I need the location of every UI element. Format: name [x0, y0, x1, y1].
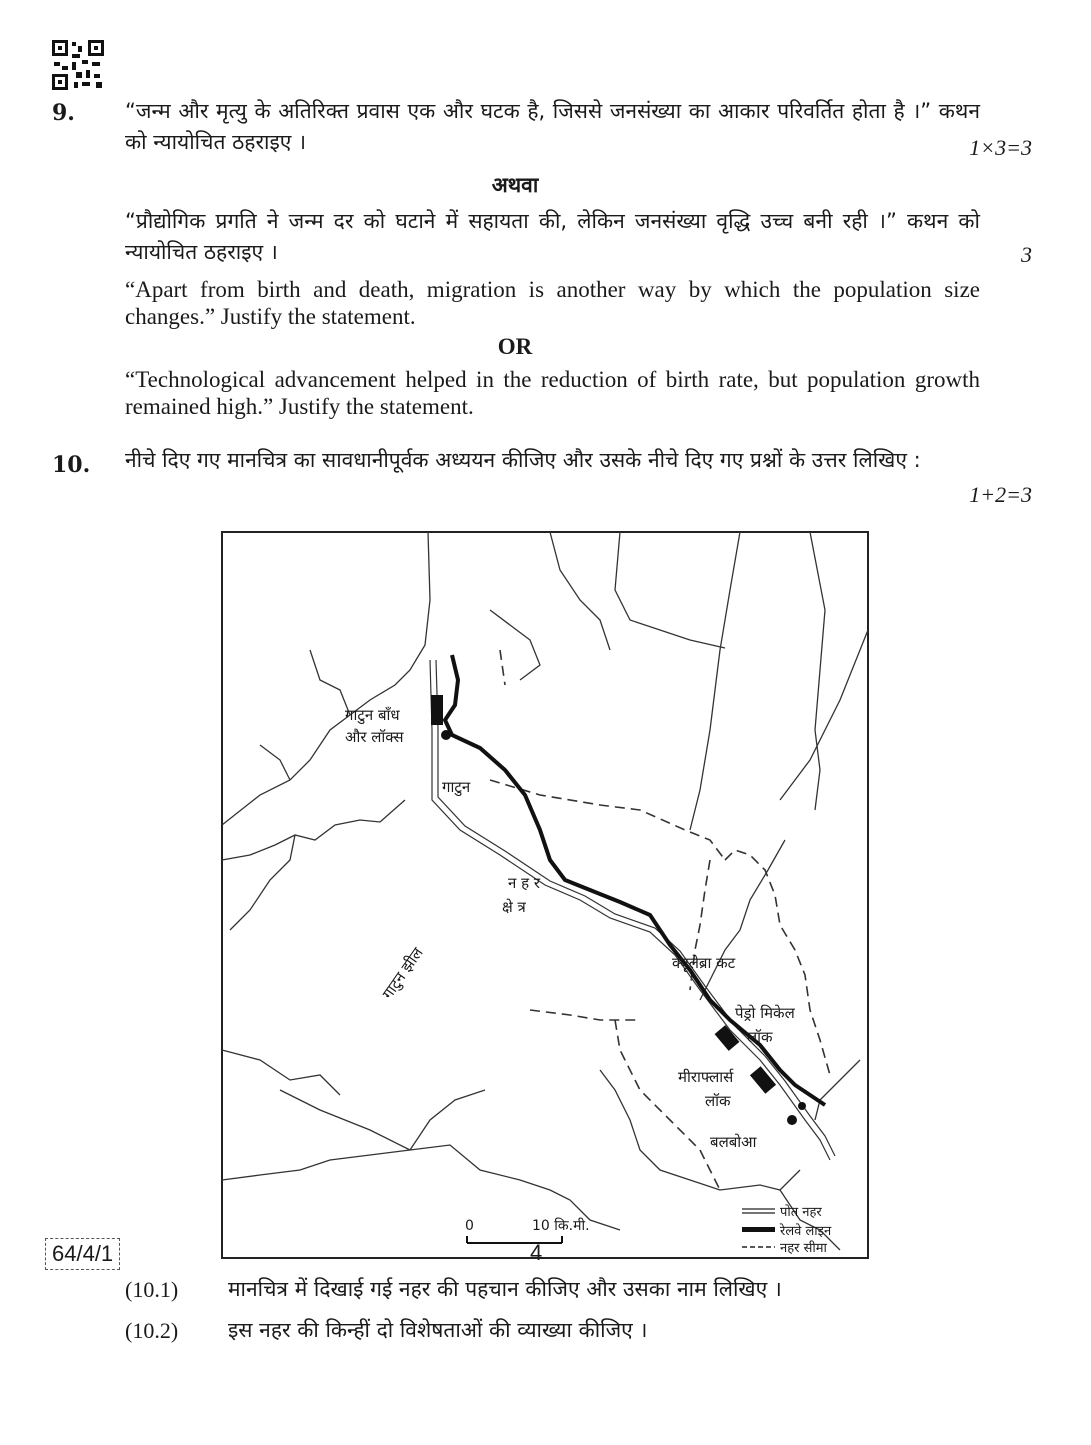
question-9-english-alternative: “Technological advancement helped in the reduction of birth rate, but population growth remained high.” Justify the statement.: [125, 367, 980, 419]
legend-ship-canal: पोत नहर: [780, 1205, 822, 1220]
subquestion-10-2-number: (10.2): [125, 1318, 179, 1343]
question-9-hindi-text: “जन्म और मृत्यु के अतिरिक्त प्रवास एक और घटक है, जिससे जनसंख्या का आकार परिवर्तित होता है ।” कथन को न्यायोचित ठहराइए ।: [125, 99, 980, 154]
page-number: 4: [530, 1240, 543, 1265]
map-label-locks: और लॉक्स: [345, 728, 404, 746]
legend-railway-line: रेलवे लाइन: [780, 1224, 832, 1239]
paper-code: 64/4/1: [45, 1238, 120, 1270]
map-label-miraflores: मीराफ्लार्स: [678, 1068, 734, 1086]
question-10-marks: 1+2=3: [969, 482, 1032, 507]
map-label-pedro-lock: लॉक: [747, 1028, 773, 1046]
map-label-gatun-lake: गाटुन झील: [378, 944, 427, 1003]
map-label-culebra-cut: क्यूलेब्रा कट: [672, 954, 736, 972]
map-label-canal: न ह र: [508, 874, 540, 892]
legend-canal-boundary: नहर सीमा: [780, 1241, 827, 1256]
qr-code: [52, 40, 104, 90]
question-9-hindi-alternative: “प्रौद्योगिक प्रगति ने जन्म दर को घटाने में सहायता की, लेकिन जनसंख्या वृद्धि उच्च बनी रही ।” कथन को न्यायोचित ठहराइए ।: [125, 209, 980, 264]
map-label-zone: क्षे त्र: [502, 898, 526, 916]
panama-canal-map: [220, 530, 870, 1260]
map-label-balboa: बलबोआ: [710, 1133, 757, 1151]
question-9-english-or: OR: [497, 334, 533, 359]
question-9-marks: 1×3=3: [969, 135, 1032, 160]
question-10-number: 10.: [52, 452, 91, 478]
scale-ten-km: 10 कि.मी.: [532, 1218, 590, 1234]
scale-zero: 0: [465, 1218, 474, 1234]
subquestion-10-2-text: इस नहर की किन्हीं दो विशेषताओं की व्याख्या कीजिए ।: [228, 1318, 648, 1342]
map-label-miraflores-lock: लॉक: [705, 1092, 731, 1110]
subquestion-10-1-number: (10.1): [125, 1277, 179, 1302]
map-label-gatun-town: गाटुन: [442, 778, 471, 796]
question-9-hindi-or: अथवा: [491, 173, 539, 197]
map-label-gatun-dam: गाटुन बाँध: [345, 706, 400, 724]
map-frame: [222, 532, 868, 1258]
subquestion-10-1-text: मानचित्र में दिखाई गई नहर की पहचान कीजिए और उसका नाम लिखिए ।: [228, 1277, 782, 1301]
question-9-english-text: “Apart from birth and death, migration is another way by which the population size changes.” Justify the statement.: [125, 277, 980, 329]
question-10-hindi-text: नीचे दिए गए मानचित्र का सावधानीपूर्वक अध्ययन कीजिए और उसके नीचे दिए गए प्रश्नों के उत्तर लिखिए :: [125, 448, 921, 472]
question-9-number: 9.: [52, 100, 75, 126]
question-9-alternative-marks: 3: [1021, 242, 1032, 267]
map-label-pedro-miguel: पेड्रो मिकेल: [735, 1004, 795, 1022]
